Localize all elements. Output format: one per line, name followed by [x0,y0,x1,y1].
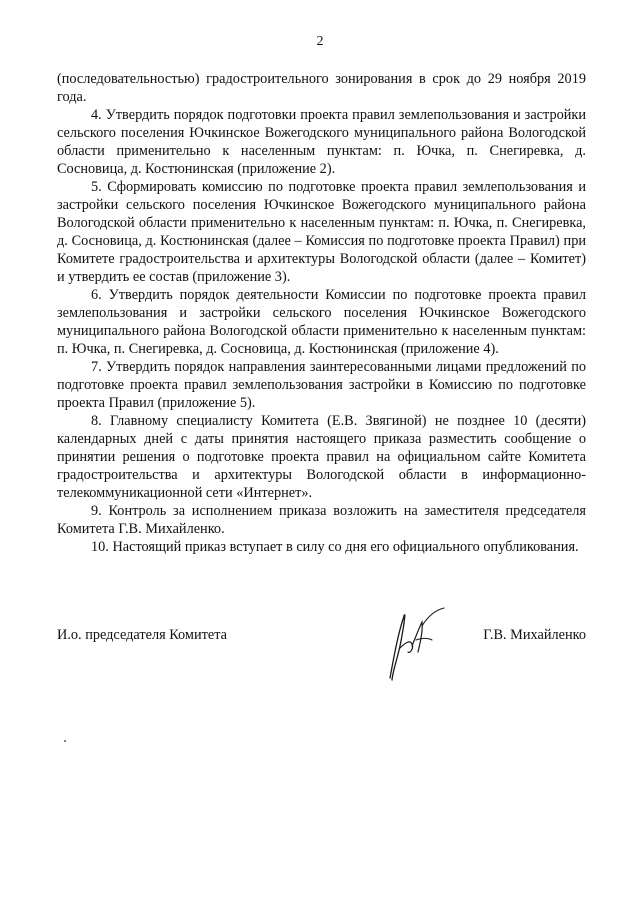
signatory-position: И.о. председателя Комитета [57,627,227,643]
paragraph-item-10: 10. Настоящий приказ вступает в силу со дня его официального опубликования. [91,539,579,555]
paragraph-item-6: 6. Утвердить порядок деятельности Комиссии по подготовке проекта правил землепользования и застройки сельского поселения Ючкинское Вожегодского муниципального района Вологодской области применительно к населенным пунктам: п. Ючка, п. Снегиревка, д. Сосновица, д. Костюнинская (приложение 4). [57,287,586,357]
page-number: 2 [316,34,324,49]
handwritten-signature [360,596,470,686]
paragraph-item-9: 9. Контроль за исполнением приказа возложить на заместителя председателя Комитета Г.В. Михайленко. [57,503,586,537]
document-body [57,70,586,556]
paragraph-item-8: 8. Главному специалисту Комитета (Е.В. Звягиной) не позднее 10 (десяти) календарных дней с даты принятия настоящего приказа разместить сообщение о принятии решения о подготовке проекта правил на официальном сайте Комитета градостроительства и архитектуры Вологодской области в информационно-телекоммуникационной сети «Интернет». [57,413,586,501]
paragraph-continuation: (последовательностью) градостроительного зонирования в срок до 29 ноября 2019 года. [57,71,586,105]
signature-block [57,627,586,651]
scan-speck [64,740,66,742]
paragraph-item-4: 4. Утвердить порядок подготовки проекта правил землепользования и застройки сельского поселения Ючкинское Вожегодского муниципального района Вологодской области применительно к населенным пунктам: п. Ючка, п. Снегиревка, д. Сосновица, д. Костюнинская (приложение 2). [57,107,586,177]
paragraph-item-5: 5. Сформировать комиссию по подготовке проекта правил землепользования и застройки сельского поселения Ючкинское Вожегодского муниципального района Вологодской области применительно к населенным пунктам: п. Ючка, п. Снегиревка, д. Сосновица, д. Костюнинская (далее – Комиссия по подготовке проекта Правил) при Комитете градостроительства и архитектуры Вологодской области (далее – Комитет) и утвердить ее состав (приложение 3). [57,179,586,285]
paragraph-item-7: 7. Утвердить порядок направления заинтересованными лицами предложений по подготовке проекта правил землепользования застройки в Комиссию по подготовке проекта Правил (приложение 5). [57,359,586,411]
signatory-name: Г.В. Михайленко [483,627,586,643]
